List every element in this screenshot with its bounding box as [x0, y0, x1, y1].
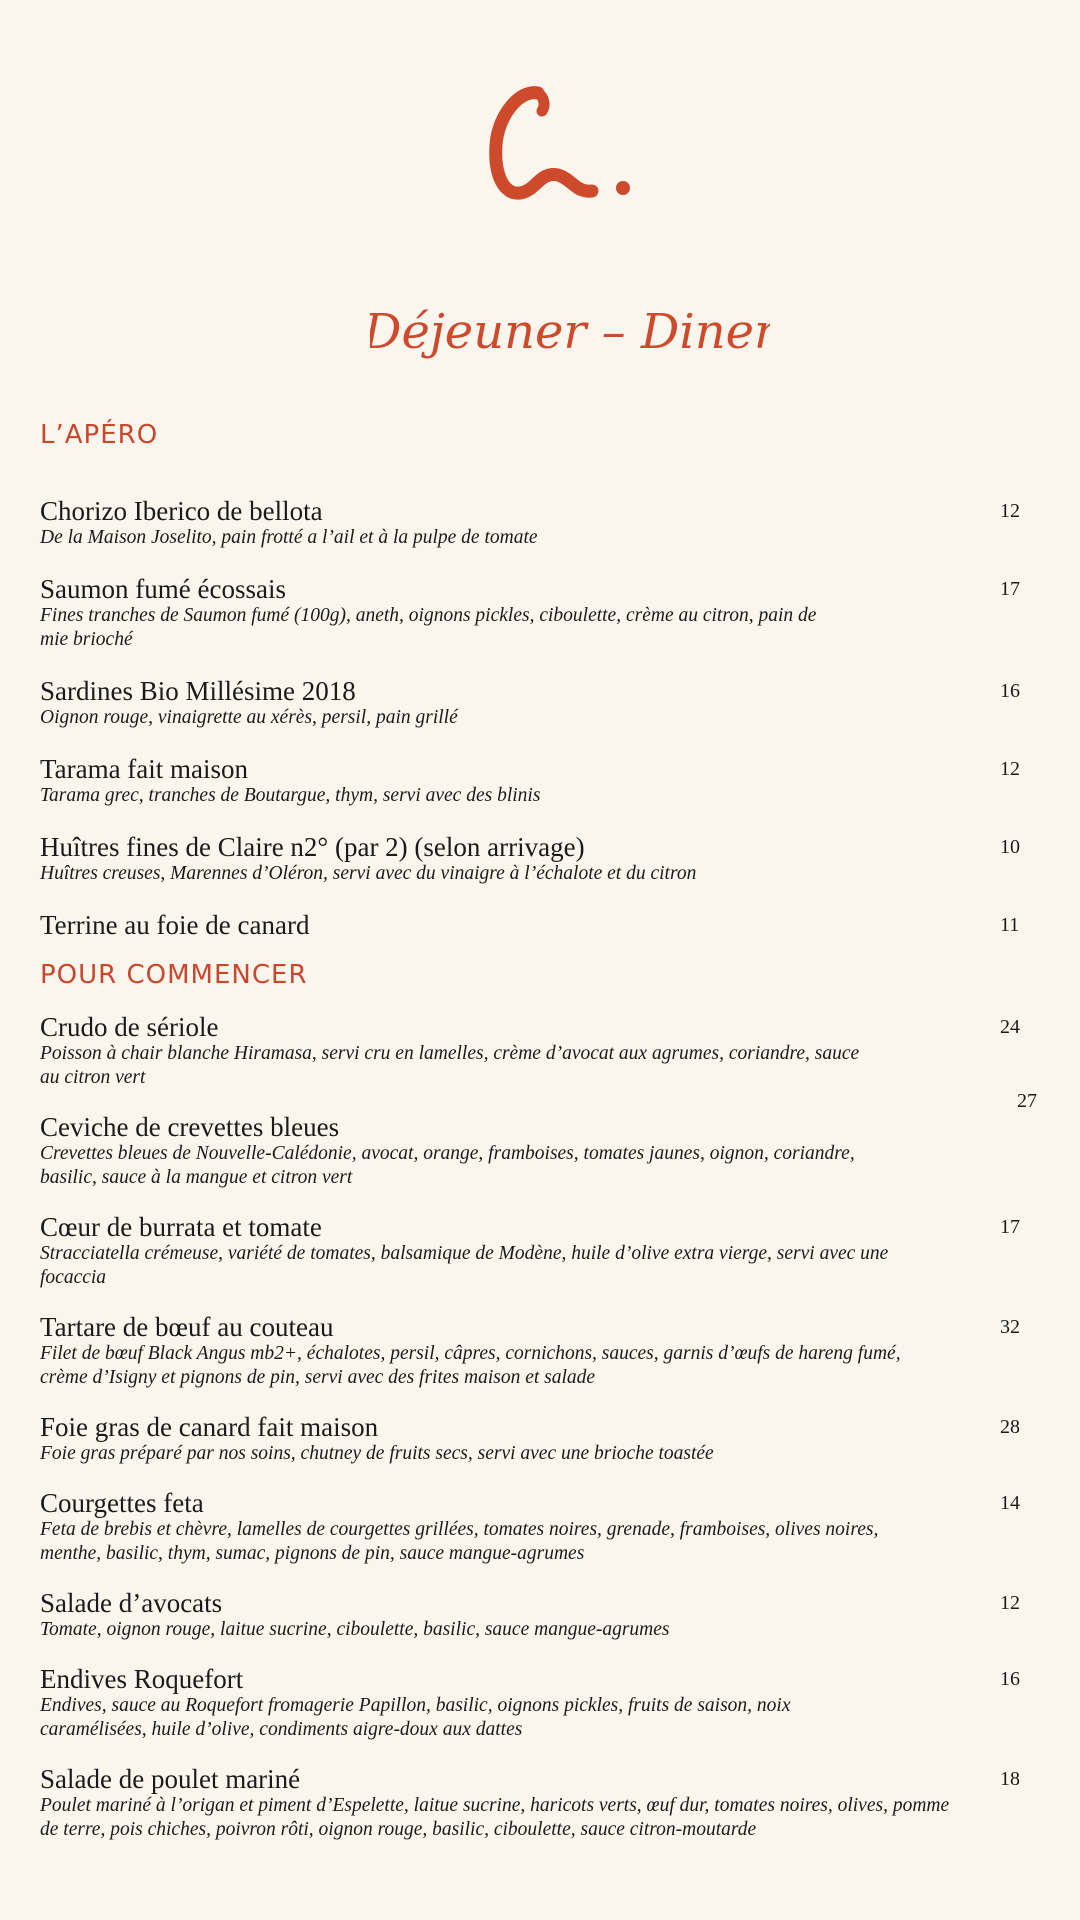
item-price: 28	[1000, 1416, 1020, 1438]
list-item	[40, 1212, 1040, 1290]
item-price: 11	[1000, 914, 1020, 936]
item-name: Ceviche de crevettes bleues	[40, 1112, 340, 1142]
item-price: 16	[1000, 1668, 1020, 1690]
item-description: Poisson à chair blanche Hiramasa, servi cru en lamelles, crème d’avocat aux agrumes, coriandre, sauce au citron vert	[40, 1043, 860, 1088]
item-name: Saumon fumé écossais	[40, 574, 286, 604]
list-item	[40, 574, 1040, 652]
menu-title	[370, 300, 770, 370]
list-item	[40, 1764, 1040, 1842]
item-description: Feta de brebis et chèvre, lamelles de courgettes grillées, tomates noires, grenade, framboises, olives noires, menthe, basilic, thym, sumac, pignons de pin, sauce mangue-agrumes	[40, 1519, 879, 1564]
item-name: Endives Roquefort	[40, 1664, 244, 1694]
apero-list	[40, 496, 1040, 964]
list-item	[40, 496, 1040, 550]
item-name: Terrine au foie de canard	[40, 910, 310, 940]
list-item	[40, 754, 1040, 808]
item-price: 27	[1017, 1090, 1037, 1112]
item-price: 17	[1000, 578, 1020, 600]
item-price: 16	[1000, 680, 1020, 702]
item-name: Salade d’avocats	[40, 1588, 223, 1618]
section-heading-apero: L’APÉRO	[40, 420, 159, 450]
item-description: Tarama grec, tranches de Boutargue, thym, servi avec des blinis	[40, 785, 541, 806]
item-description: Tomate, oignon rouge, laitue sucrine, ciboulette, basilic, sauce mangue-agrumes	[40, 1619, 670, 1640]
item-name: Crudo de sériole	[40, 1012, 219, 1042]
item-name: Tartare de bœuf au couteau	[40, 1312, 334, 1342]
list-item	[40, 1412, 1040, 1466]
item-price: 32	[1000, 1316, 1020, 1338]
item-price: 12	[1000, 758, 1020, 780]
list-item	[40, 1588, 1040, 1642]
item-name: Foie gras de canard fait maison	[40, 1412, 379, 1442]
item-name: Cœur de burrata et tomate	[40, 1212, 322, 1242]
list-item	[40, 1112, 1040, 1190]
item-price: 10	[1000, 836, 1020, 858]
item-price: 18	[1000, 1768, 1020, 1790]
item-description: Stracciatella crémeuse, variété de tomates, balsamique de Modène, huile d’olive extra vierge, servi avec une focaccia	[40, 1243, 889, 1288]
section-heading-pour-commencer: POUR COMMENCER	[40, 960, 308, 990]
list-item	[40, 832, 1040, 886]
list-item	[40, 1664, 1040, 1742]
list-item	[40, 910, 1040, 940]
list-item	[40, 1312, 1040, 1390]
item-description: Crevettes bleues de Nouvelle-Calédonie, avocat, orange, framboises, tomates jaunes, oignon, coriandre, basilic, sauce à la mangue et citron vert	[40, 1143, 855, 1188]
item-description: De la Maison Joselito, pain frotté a l’ail et à la pulpe de tomate	[40, 527, 538, 548]
item-description: Oignon rouge, vinaigrette au xérès, persil, pain grillé	[40, 707, 458, 728]
item-price: 12	[1000, 1592, 1020, 1614]
c-logo-icon	[480, 75, 640, 215]
item-description: Foie gras préparé par nos soins, chutney de fruits secs, servi avec une brioche toastée	[40, 1443, 714, 1464]
item-name: Salade de poulet mariné	[40, 1764, 301, 1794]
item-description: Huîtres creuses, Marennes d’Oléron, servi avec du vinaigre à l’échalote et du citron	[40, 863, 697, 884]
menu-title-text: Déjeuner – Diner	[370, 304, 770, 360]
item-price: 24	[1000, 1016, 1020, 1038]
item-description: Filet de bœuf Black Angus mb2+, échalotes, persil, câpres, cornichons, sauces, garnis d’œufs de hareng fumé, crème d’Isigny et pignons de pin, servi avec des frites maison et salade	[40, 1343, 901, 1388]
item-price: 17	[1000, 1216, 1020, 1238]
item-name: Huîtres fines de Claire n2° (par 2) (selon arrivage)	[40, 832, 585, 862]
item-description: Endives, sauce au Roquefort fromagerie Papillon, basilic, oignons pickles, fruits de saison, noix caramélisées, huile d’olive, condiments aigre-doux aux dattes	[40, 1695, 791, 1740]
item-description: Fines tranches de Saumon fumé (100g), aneth, oignons pickles, ciboulette, crème au citron, pain de mie brioché	[40, 605, 817, 650]
item-name: Tarama fait maison	[40, 754, 249, 784]
item-name: Chorizo Iberico de bellota	[40, 496, 323, 526]
list-item	[40, 1012, 1040, 1090]
list-item	[40, 1488, 1040, 1566]
list-item	[40, 676, 1040, 730]
item-name: Sardines Bio Millésime 2018	[40, 676, 356, 706]
item-price: 12	[1000, 500, 1020, 522]
item-name: Courgettes feta	[40, 1488, 204, 1518]
item-price: 14	[1000, 1492, 1020, 1514]
item-description: Poulet mariné à l’origan et piment d’Espelette, laitue sucrine, haricots verts, œuf dur, tomates noires, olives, pomme de terre, pois chiches, poivron rôti, oignon rouge, basilic, ciboulette, sauce citron-moutarde	[40, 1795, 950, 1840]
pour-commencer-list	[40, 1012, 1040, 1864]
